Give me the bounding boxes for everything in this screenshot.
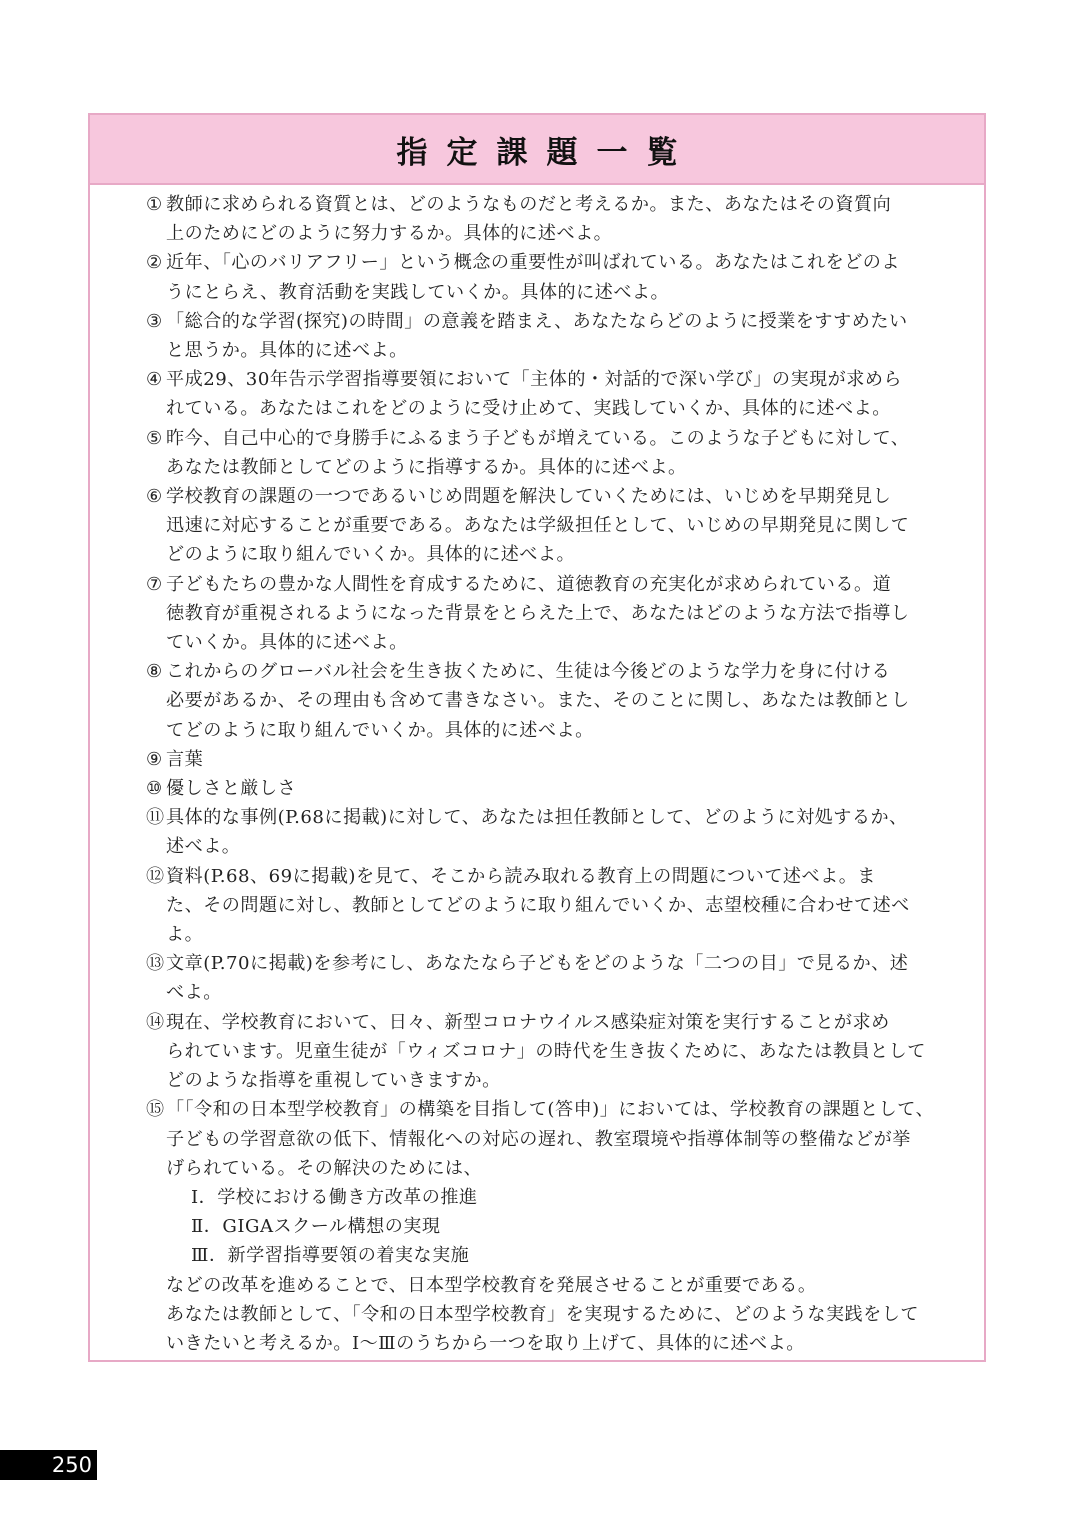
topic-item	[146, 570, 950, 658]
topic-item	[146, 803, 950, 861]
topic-number: ⑬	[146, 953, 165, 975]
topic-item	[146, 657, 950, 745]
topic-number: ⑤	[146, 427, 163, 449]
topic-item	[146, 1095, 950, 1358]
topic-item	[146, 190, 950, 248]
topic-number: ⑮	[146, 1099, 165, 1121]
topic-item	[146, 307, 950, 365]
topic-subitem: Ⅱ．GIGAスクール構想の実現	[191, 1216, 441, 1238]
topic-number: ⑫	[146, 865, 165, 887]
topic-item	[146, 1008, 950, 1096]
topic-number: ⑩	[146, 778, 163, 800]
topic-line: これからのグローバル社会を生き抜くために、生徒は今後どのような学力を身に付ける	[166, 661, 891, 683]
topic-line: ていくか。具体的に述べよ。	[166, 632, 408, 654]
topic-line: どのような指導を重視していきますか。	[166, 1070, 501, 1092]
topic-line: 現在、学校教育において、日々、新型コロナウイルス感染症対策を実行することが求め	[166, 1011, 890, 1033]
topic-item	[146, 482, 950, 570]
topic-item	[146, 424, 950, 482]
topic-number: ⑪	[146, 807, 165, 829]
topic-line: いきたいと考えるか。Ⅰ～Ⅲのうちから一つを取り上げて、具体的に述べよ。	[166, 1332, 805, 1354]
topic-line: 学校教育の課題の一つであるいじめ問題を解決していくためには、いじめを早期発見し	[166, 486, 892, 508]
topic-item	[146, 365, 950, 423]
topic-line: 教師に求められる資質とは、どのようなものだと考えるか。また、あなたはその資質向	[166, 194, 892, 215]
topic-line: た、その問題に対し、教師としてどのように取り組んでいくか、志望校種に合わせて述べ	[166, 894, 910, 916]
page-title: 指定課題一覧	[396, 134, 697, 171]
topic-line: 文章(P.70に掲載)を参考にし、あなたなら子どもをどのような「二つの目」で見るか、述	[166, 953, 909, 975]
topic-line: どのように取り組んでいくか。具体的に述べよ。	[166, 544, 576, 566]
topic-line: 具体的な事例(P.68に掲載)に対して、あなたは担任教師として、どのように対処するか、	[166, 807, 908, 829]
topic-subitem: Ⅲ．新学習指導要領の着実な実施	[191, 1245, 470, 1267]
topic-item	[146, 774, 950, 803]
page-number: 250	[0, 1450, 97, 1480]
topic-line: 昨今、自己中心的で身勝手にふるまう子どもが増えている。このような子どもに対して、	[166, 427, 910, 449]
topic-number: ①	[146, 194, 163, 215]
topic-line: よ。	[166, 924, 204, 946]
topic-item	[146, 862, 950, 950]
topic-number: ④	[146, 369, 163, 391]
topic-line: てどのように取り組んでいくか。具体的に述べよ。	[166, 719, 594, 741]
topic-line: られています。児童生徒が「ウィズコロナ」の時代を生き抜くために、あなたは教員として	[166, 1040, 926, 1062]
topic-item	[146, 949, 950, 1007]
topic-line: あなたは教師としてどのように指導するか。具体的に述べよ。	[166, 456, 687, 478]
topic-line: 迅速に対応することが重要である。あなたは学級担任として、いじめの早期発見に関して	[166, 515, 910, 537]
topic-line: 「総合的な学習(探究)の時間」の意義を踏まえ、あなたならどのように授業をすすめたい	[166, 310, 908, 332]
topic-subitem: Ⅰ．学校における働き方改革の推進	[191, 1186, 478, 1208]
topic-number: ②	[146, 252, 163, 274]
topic-number: ⑧	[146, 661, 163, 683]
topic-line: 平成29、30年告示学習指導要領において「主体的・対話的で深い学び」の実現が求めら	[166, 369, 903, 391]
topic-list	[90, 185, 984, 1358]
topic-line: れている。あなたはこれをどのように受け止めて、実践していくか、具体的に述べよ。	[166, 398, 891, 420]
topic-line: 子どもの学習意欲の低下、情報化への対応の遅れ、教室環境や指導体制等の整備などが挙	[166, 1128, 911, 1150]
topic-item	[146, 248, 950, 306]
topic-line: 優しさと厳しさ	[166, 778, 297, 800]
topic-line: 必要があるか、その理由も含めて書きなさい。また、そのことに関し、あなたは教師とし	[166, 690, 910, 712]
topic-line: うにとらえ、教育活動を実践していくか。具体的に述べよ。	[166, 281, 670, 303]
topic-line: 言葉	[166, 748, 204, 770]
topic-number: ⑨	[146, 748, 163, 770]
topic-number: ⑥	[146, 486, 163, 508]
topic-number: ③	[146, 310, 163, 332]
topic-item	[146, 745, 950, 774]
topic-line: 子どもたちの豊かな人間性を育成するために、道徳教育の充実化が求められている。道	[166, 573, 892, 595]
topic-line: 「「令和の日本型学校教育」の構築を目指して(答申)」においては、学校教育の課題として、	[166, 1099, 935, 1121]
topic-line: げられている。その解決のためには、	[166, 1157, 483, 1179]
topic-line: 上のためにどのように努力するか。具体的に述べよ。	[166, 223, 613, 245]
topic-line: と思うか。具体的に述べよ。	[166, 340, 408, 362]
topic-number: ⑦	[146, 573, 163, 595]
topic-list-box	[88, 113, 986, 1362]
topic-line: べよ。	[166, 982, 222, 1004]
topic-line: 近年、「心のバリアフリー」という概念の重要性が叫ばれている。あなたはこれをどのよ	[166, 252, 900, 274]
topic-line: などの改革を進めることで、日本型学校教育を発展させることが重要である。	[166, 1274, 817, 1296]
topic-line: 述べよ。	[166, 836, 241, 858]
topic-line: 資料(P.68、69に掲載)を見て、そこから読み取れる教育上の問題について述べよ。ま	[166, 865, 876, 887]
topic-line: あなたは教師として、「令和の日本型学校教育」を実現するために、どのような実践をして	[166, 1303, 919, 1325]
topic-number: ⑭	[146, 1011, 165, 1033]
topic-line: 徳教育が重視されるようになった背景をとらえた上で、あなたはどのような方法で指導し	[166, 602, 910, 624]
box-header	[90, 115, 984, 185]
